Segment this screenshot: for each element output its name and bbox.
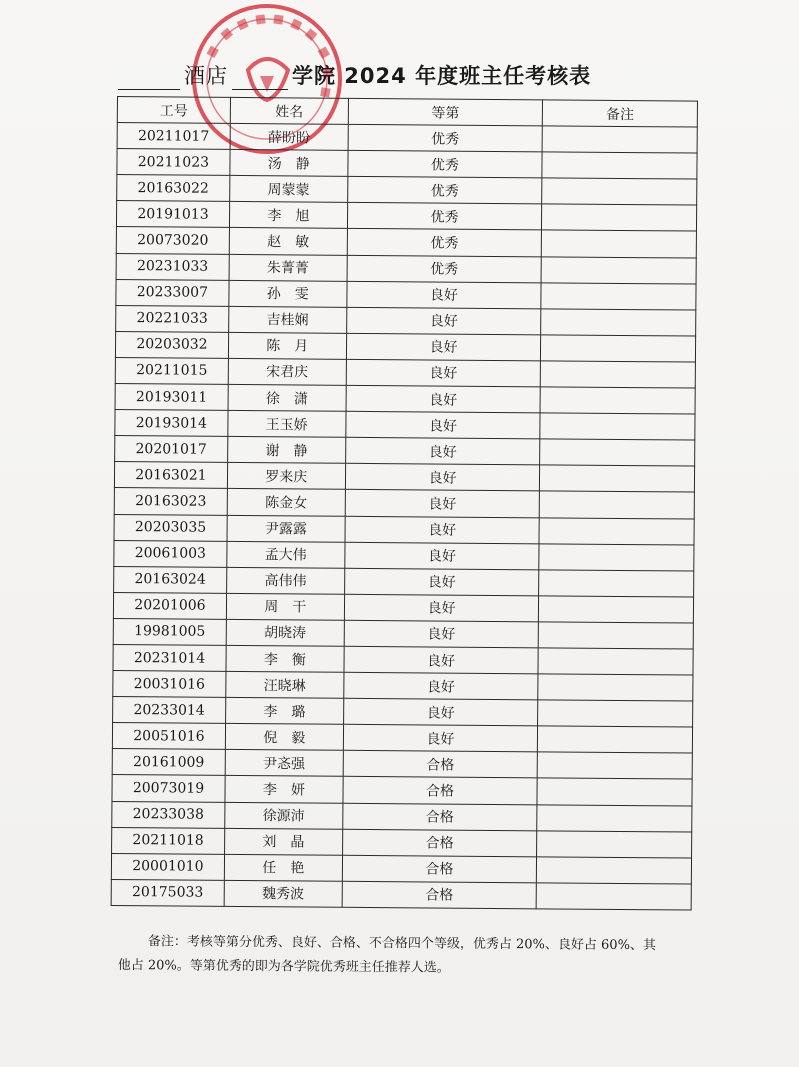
cell-grade: 良好 xyxy=(345,516,540,544)
cell-grade: 良好 xyxy=(345,542,540,570)
cell-note xyxy=(538,622,693,649)
title-hotel-text: 酒店 xyxy=(184,64,228,88)
cell-name: 周 干 xyxy=(226,593,344,620)
cell-id: 19981005 xyxy=(113,618,226,645)
cell-name: 王玉娇 xyxy=(228,411,346,438)
cell-grade: 良好 xyxy=(345,438,540,466)
cell-id: 20203035 xyxy=(114,514,227,541)
cell-id: 20231014 xyxy=(113,644,226,671)
cell-note xyxy=(542,230,697,257)
cell-note xyxy=(537,804,692,831)
cell-note xyxy=(541,256,696,283)
cell-id: 20193014 xyxy=(115,410,228,437)
cell-id: 20161009 xyxy=(112,749,225,776)
cell-note xyxy=(540,465,695,492)
cell-id: 20061003 xyxy=(114,540,227,567)
cell-grade: 良好 xyxy=(345,464,540,492)
cell-note xyxy=(539,570,694,597)
cell-grade: 良好 xyxy=(344,568,539,596)
cell-id: 20221033 xyxy=(116,305,229,332)
cell-note xyxy=(542,126,697,153)
cell-grade: 良好 xyxy=(346,411,541,439)
cell-id: 20163024 xyxy=(114,566,227,593)
title-blank-line-2 xyxy=(232,67,288,90)
footer-note-line-2: 他占 20%。等第优秀的即为各学院优秀班主任推荐人选。 xyxy=(117,957,450,976)
cell-name: 陈金女 xyxy=(227,489,345,516)
cell-name: 倪 毅 xyxy=(225,724,343,751)
cell-name: 徐 潇 xyxy=(228,384,346,411)
footer-note xyxy=(118,930,706,983)
cell-note xyxy=(541,361,696,388)
cell-name: 刘 晶 xyxy=(224,828,342,855)
cell-name: 罗来庆 xyxy=(227,463,345,490)
cell-note xyxy=(540,439,695,466)
cell-name: 高伟伟 xyxy=(227,567,345,594)
cell-grade: 优秀 xyxy=(347,203,542,231)
cell-name: 孙 雯 xyxy=(229,280,347,307)
cell-note xyxy=(538,726,693,753)
cell-grade: 良好 xyxy=(346,333,541,361)
cell-grade: 合格 xyxy=(342,803,537,831)
cell-id: 20073020 xyxy=(116,227,229,254)
cell-id: 20233007 xyxy=(116,279,229,306)
cell-id: 20191013 xyxy=(116,201,229,228)
cell-id: 20233014 xyxy=(113,697,226,724)
cell-name: 谢 静 xyxy=(228,437,346,464)
cell-id: 20231033 xyxy=(116,253,229,280)
cell-grade: 合格 xyxy=(343,777,538,805)
cell-grade: 优秀 xyxy=(348,124,543,152)
cell-note xyxy=(542,178,697,205)
cell-grade: 良好 xyxy=(344,646,539,674)
cell-grade: 良好 xyxy=(346,385,541,413)
cell-name: 胡晓涛 xyxy=(226,619,344,646)
cell-id: 20201017 xyxy=(115,436,228,463)
cell-grade: 良好 xyxy=(347,281,542,309)
header-name: 姓名 xyxy=(230,97,348,124)
cell-id: 20031016 xyxy=(113,671,226,698)
cell-note xyxy=(539,517,694,544)
cell-note xyxy=(541,309,696,336)
cell-id: 20201006 xyxy=(113,592,226,619)
cell-note xyxy=(540,413,695,440)
title-blank-line xyxy=(118,67,180,90)
cell-grade: 良好 xyxy=(343,725,538,753)
cell-grade: 良好 xyxy=(345,490,540,518)
cell-name: 朱菁菁 xyxy=(229,254,347,281)
cell-note xyxy=(542,152,697,179)
cell-grade: 良好 xyxy=(344,620,539,648)
header-grade: 等第 xyxy=(348,98,543,126)
cell-note xyxy=(537,778,692,805)
cell-name: 陈 月 xyxy=(228,332,346,359)
cell-id: 20211018 xyxy=(112,827,225,854)
header-id: 工号 xyxy=(117,97,230,124)
cell-grade: 优秀 xyxy=(347,177,542,205)
cell-name: 周蒙蒙 xyxy=(230,176,348,203)
cell-id: 20211017 xyxy=(117,123,230,150)
cell-note xyxy=(538,674,693,701)
cell-name: 任 艳 xyxy=(224,854,342,881)
cell-id: 20001010 xyxy=(111,853,224,880)
cell-grade: 良好 xyxy=(344,594,539,622)
cell-name: 薛盼盼 xyxy=(230,123,348,150)
cell-grade: 优秀 xyxy=(348,151,543,179)
cell-grade: 良好 xyxy=(346,307,541,335)
cell-name: 赵 敏 xyxy=(229,228,347,255)
cell-id: 20193011 xyxy=(115,384,228,411)
cell-name: 汤 静 xyxy=(230,150,348,177)
assessment-table xyxy=(111,96,698,910)
cell-grade: 良好 xyxy=(343,698,538,726)
cell-note xyxy=(539,596,694,623)
cell-grade: 合格 xyxy=(342,855,537,883)
cell-note xyxy=(539,543,694,570)
cell-name: 李 衡 xyxy=(226,645,344,672)
cell-id: 20203032 xyxy=(115,331,228,358)
cell-name: 徐源沛 xyxy=(225,802,343,829)
cell-note xyxy=(541,282,696,309)
cell-id: 20163023 xyxy=(114,488,227,515)
cell-note xyxy=(540,387,695,414)
cell-id: 20211015 xyxy=(115,357,228,384)
page-title xyxy=(118,60,678,90)
cell-name: 李 妍 xyxy=(225,776,343,803)
cell-grade: 合格 xyxy=(342,881,537,909)
cell-name: 孟大伟 xyxy=(227,541,345,568)
cell-note xyxy=(542,204,697,231)
cell-name: 尹露露 xyxy=(227,515,345,542)
cell-note xyxy=(537,857,692,884)
cell-grade: 良好 xyxy=(343,672,538,700)
title-main-text: 学院 2024 年度班主任考核表 xyxy=(292,64,592,88)
cell-id: 20211023 xyxy=(117,149,230,176)
cell-id: 20233038 xyxy=(112,801,225,828)
cell-note xyxy=(537,752,692,779)
cell-note xyxy=(538,700,693,727)
cell-name: 尹忞强 xyxy=(225,750,343,777)
cell-grade: 优秀 xyxy=(347,255,542,283)
cell-note xyxy=(537,830,692,857)
table-row xyxy=(111,879,691,910)
header-note: 备注 xyxy=(543,100,698,127)
cell-id: 20163022 xyxy=(117,175,230,202)
cell-note xyxy=(541,335,696,362)
cell-name: 吉桂娴 xyxy=(229,306,347,333)
cell-grade: 合格 xyxy=(343,751,538,779)
cell-name: 李 旭 xyxy=(229,202,347,229)
cell-id: 20073019 xyxy=(112,775,225,802)
cell-grade: 合格 xyxy=(342,829,537,857)
table-body xyxy=(111,123,697,910)
cell-grade: 良好 xyxy=(346,359,541,387)
cell-note xyxy=(540,491,695,518)
cell-name: 宋君庆 xyxy=(228,358,346,385)
cell-name: 汪晓琳 xyxy=(226,671,344,698)
cell-name: 李 璐 xyxy=(225,698,343,725)
cell-id: 20163021 xyxy=(114,462,227,489)
cell-grade: 优秀 xyxy=(347,229,542,257)
footer-note-line-1: 备注：考核等第分优秀、良好、合格、不合格四个等级，优秀占 20%、良好占 60%、其 xyxy=(147,934,657,954)
cell-id: 20175033 xyxy=(111,879,224,906)
cell-id: 20051016 xyxy=(112,723,225,750)
cell-name: 魏秀波 xyxy=(224,880,342,907)
cell-note xyxy=(536,883,691,910)
cell-note xyxy=(538,648,693,675)
